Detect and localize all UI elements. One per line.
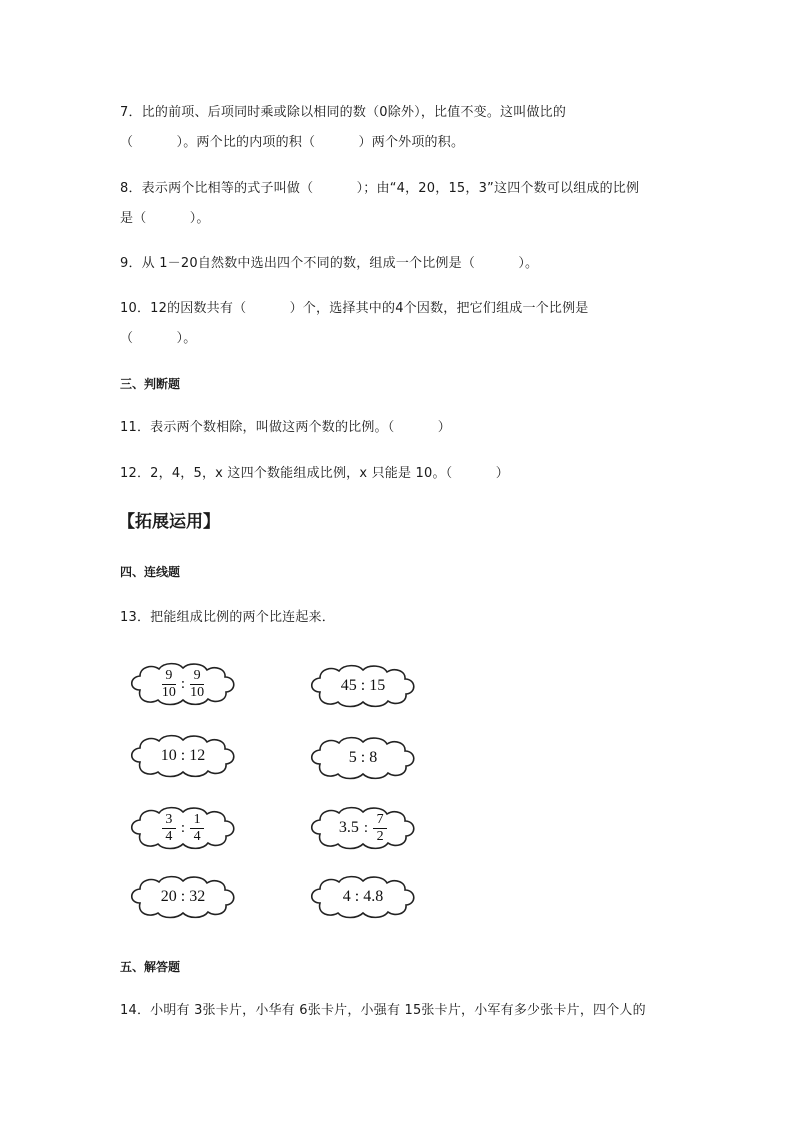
- question-7-line-1: 7．比的前项、后项同时乘或除以相同的数（0除外），比值不变。这叫做比的: [120, 105, 567, 120]
- extend-heading: 【拓展运用】: [118, 512, 220, 532]
- cloud-left-2[interactable]: [126, 732, 240, 780]
- cloud-left-1[interactable]: [126, 660, 240, 708]
- numerator: 9: [165, 667, 173, 683]
- ratio-text: 20 : 32: [160, 888, 206, 905]
- section-match-heading: 四、连线题: [120, 565, 181, 579]
- denominator: 2: [376, 828, 384, 844]
- question-13: 13．把能组成比例的两个比连起来．: [120, 610, 335, 625]
- section-answer-heading: 五、解答题: [120, 960, 181, 974]
- cloud-left-3[interactable]: [126, 804, 240, 852]
- numerator: 3: [165, 811, 173, 827]
- fraction: [190, 669, 204, 700]
- ratio-colon: :: [180, 675, 186, 692]
- fraction: [162, 813, 176, 844]
- question-7-line-2: （ ）。两个比的内项的积（ ）两个外项的积。: [120, 135, 465, 150]
- denominator: 4: [165, 828, 173, 844]
- ratio-colon: :: [363, 819, 369, 836]
- ratio-colon: :: [180, 819, 186, 836]
- ratio-text: 10 : 12: [160, 747, 206, 764]
- cloud-right-4[interactable]: [306, 873, 420, 921]
- cloud-left-4[interactable]: [126, 873, 240, 921]
- fraction: [373, 813, 387, 844]
- cloud-right-1[interactable]: [306, 662, 420, 710]
- numerator: 9: [193, 667, 201, 683]
- question-8-line-1: 8．表示两个比相等的式子叫做（ ）；由“4，20，15，3”这四个数可以组成的比例: [120, 181, 640, 196]
- denominator: 10: [190, 684, 205, 700]
- question-11: 11．表示两个数相除，叫做这两个数的比例。（ ）: [120, 420, 451, 435]
- ratio-text: 5 : 8: [348, 749, 378, 766]
- numerator: 1: [193, 811, 201, 827]
- fraction: [162, 669, 176, 700]
- question-14: 14．小明有 3张卡片，小华有 6张卡片，小强有 15张卡片，小军有多少张卡片，四个人的: [120, 1003, 646, 1018]
- cloud-right-2[interactable]: [306, 734, 420, 782]
- denominator: 4: [193, 828, 201, 844]
- denominator: 10: [161, 684, 176, 700]
- question-12: 12．2，4，5，x 这四个数能组成比例，x 只能是 10。（ ）: [120, 466, 509, 481]
- section-judge-heading: 三、判断题: [120, 377, 181, 391]
- ratio-text: 4 : 4.8: [342, 888, 384, 905]
- cloud-right-3[interactable]: [306, 804, 420, 852]
- question-9: 9．从 1－20自然数中选出四个不同的数，组成一个比例是（ ）。: [120, 256, 539, 271]
- fraction: [190, 813, 204, 844]
- question-8-line-2: 是（ ）。: [120, 211, 210, 226]
- numerator: 7: [376, 811, 384, 827]
- ratio-term: 3.5: [338, 819, 359, 836]
- ratio-text: 45 : 15: [340, 677, 386, 694]
- question-10-line-1: 10．12的因数共有（ ）个，选择其中的4个因数，把它们组成一个比例是: [120, 301, 589, 316]
- question-10-line-2: （ ）。: [120, 331, 197, 346]
